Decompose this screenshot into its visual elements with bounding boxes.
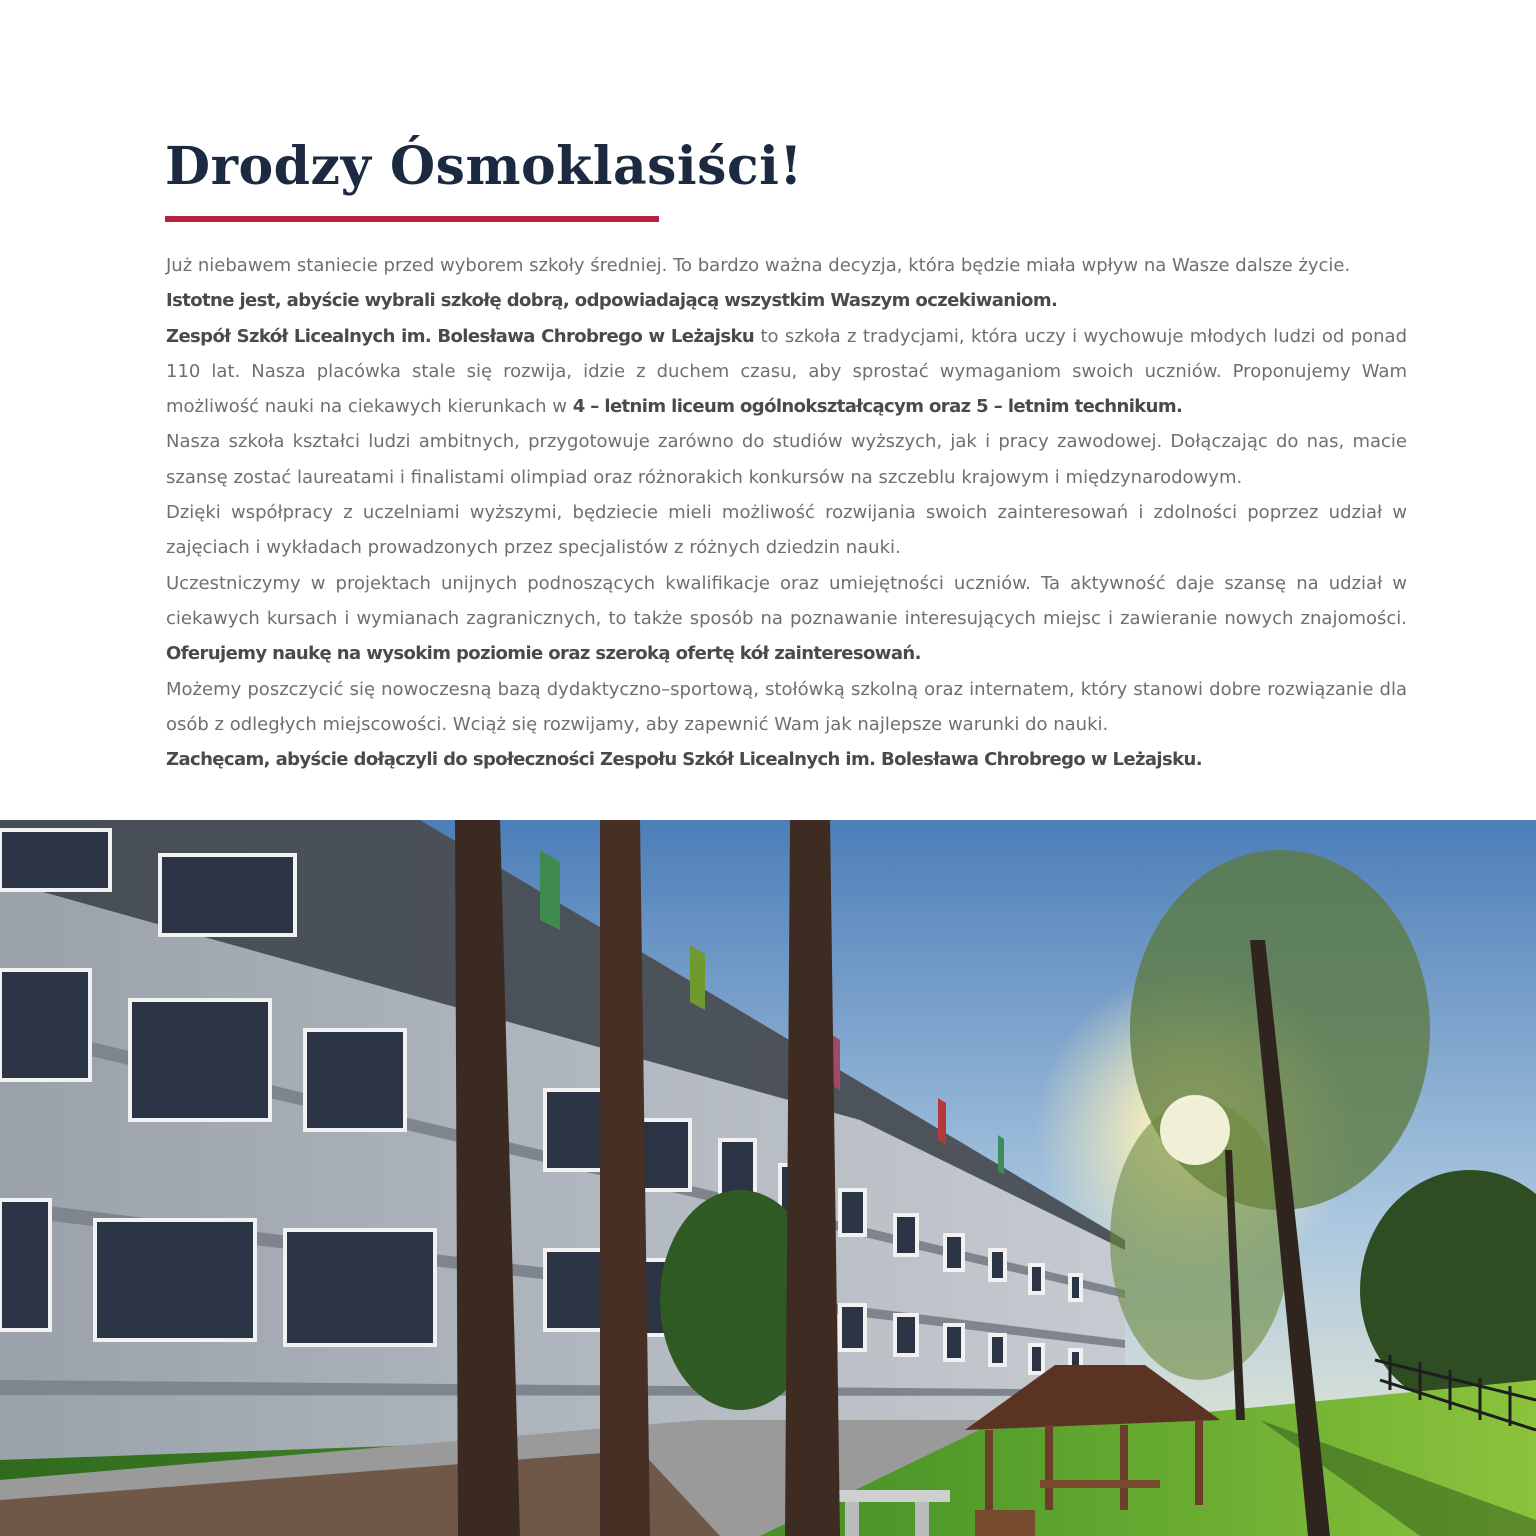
title-underline — [165, 216, 659, 222]
paragraph-emphasis: Istotne jest, abyście wybrali szkołę dobrą, odpowiadającą wszystkim Waszym oczekiwaniom. — [166, 290, 1058, 312]
paragraph-school-intro — [166, 319, 1407, 425]
school-description: to szkoła z tradycjami, która uczy i wychowuje młodych ludzi od ponad 110 lat. Nasza placówka stale się rozwija, idzie z duchem czasu, aby sprostać wymaganiom swoich uczniów. Proponujemy Wam możliwość nauki na ciekawych kierunkach w — [166, 325, 1407, 418]
page-title: Drodzy Ósmoklasiści! — [165, 136, 803, 197]
paragraph-cooperation: Dzięki współpracy z uczelniami wyższymi, będziecie mieli możliwość rozwijania swoich zainteresowań i zdolności poprzez udział w zajęciach i wykładach prowadzonych przez specjalistów z różnych dziedzin nauki. — [166, 502, 1407, 559]
paragraph-ambition: Nasza szkoła kształci ludzi ambitnych, przygotowuje zarówno do studiów wyższych, jak i pracy zawodowej. Dołączając do nas, macie szansę zostać laureatami i finalistami olimpiad oraz różnorakich konkursów na szczeblu krajowym i międzynarodowym. — [166, 431, 1407, 488]
school-name: Zespół Szkół Licealnych im. Bolesława Chrobrego w Leżajsku — [166, 325, 755, 347]
paragraph-intro: Już niebawem staniecie przed wyborem szkoły średniej. To bardzo ważna decyzja, która będzie miała wpływ na Wasze dalsze życie. — [166, 255, 1351, 276]
paragraph-closing: Zachęcam, abyście dołączyli do społeczności Zespołu Szkół Licealnych im. Bolesława Chrobrego w Leżajsku. — [166, 749, 1202, 771]
paragraph-facilities: Możemy poszczycić się nowoczesną bazą dydaktyczno–sportową, stołówką szkolną oraz internatem, który stanowi dobre rozwiązanie dla osób z odległych miejscowości. Wciąż się rozwijamy, aby zapewnić Wam jak najlepsze warunki do nauki. — [166, 678, 1407, 735]
projects-offer: Oferujemy naukę na wysokim poziomie oraz szeroką ofertę kół zainteresowań. — [166, 643, 921, 665]
projects-text: Uczestniczymy w projektach unijnych podnoszących kwalifikacje oraz umiejętności uczniów. Ta aktywność daje szansę na udział w ciekawych kursach i wymianach zagranicznych, to także sposób na poznawanie interesujących miejsc i zawieranie nowych znajomości. — [166, 572, 1407, 629]
school-offer: 4 – letnim liceum ogólnokształcącym oraz 5 – letnim technikum. — [572, 396, 1183, 418]
paragraph-projects — [166, 566, 1407, 672]
letter-body — [166, 248, 1407, 777]
school-building-photo — [0, 820, 1536, 1536]
